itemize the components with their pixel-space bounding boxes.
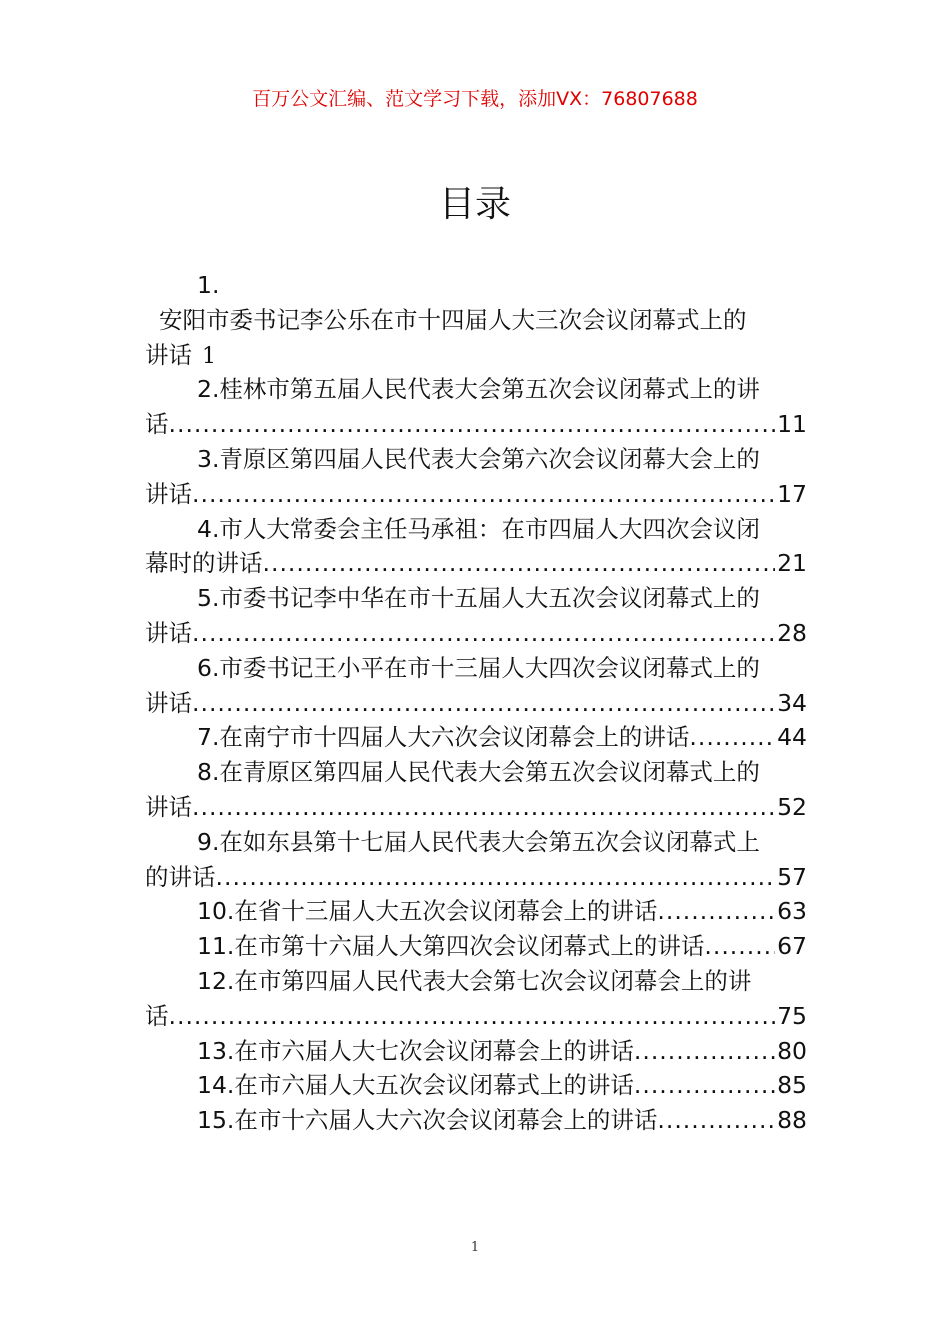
toc-page-number: 1 bbox=[202, 343, 216, 369]
toc-page-number: 11 bbox=[777, 410, 807, 439]
toc-leader-dots bbox=[634, 1034, 775, 1069]
toc-entry-continuation[interactable] bbox=[145, 999, 807, 1034]
toc-page-number: 80 bbox=[777, 1036, 807, 1065]
toc-entry-title[interactable] bbox=[145, 929, 807, 964]
toc-entry-continuation[interactable] bbox=[145, 338, 807, 373]
toc-page-number: 88 bbox=[777, 1106, 807, 1135]
toc-leader-dots bbox=[169, 407, 776, 442]
toc-entry-title-end: 的讲话 bbox=[145, 862, 216, 891]
toc-leader-dots bbox=[192, 616, 775, 651]
toc-page-number: 44 bbox=[777, 723, 807, 752]
page-title: 目录 bbox=[438, 184, 511, 225]
toc-entry-title-end: 话 bbox=[145, 410, 169, 439]
toc-page-number: 57 bbox=[777, 862, 807, 891]
toc-entry-title-end: 讲话 bbox=[145, 479, 192, 508]
toc-entry-continuation[interactable] bbox=[145, 477, 807, 512]
toc-page-number: 85 bbox=[777, 1071, 807, 1100]
toc-leader-dots bbox=[263, 546, 776, 581]
toc-entry-title-text: 7.在南宁市十四届人大六次会议闭幕会上的讲话 bbox=[197, 723, 690, 752]
toc-entry-title[interactable]: 8.在青原区第四届人民代表大会第五次会议闭幕式上的 bbox=[197, 758, 760, 787]
toc-leader-dots bbox=[216, 860, 776, 895]
toc-entry-continuation[interactable] bbox=[145, 686, 807, 721]
toc-leader-dots bbox=[689, 720, 775, 755]
toc-leader-dots bbox=[704, 929, 775, 964]
toc-entry-continuation[interactable] bbox=[145, 860, 807, 895]
toc-entry-title[interactable]: 4.市人大常委会主任马承祖：在市四届人大四次会议闭 bbox=[197, 514, 760, 543]
toc-leader-dots bbox=[192, 477, 775, 512]
toc-entry-title[interactable]: 12.在市第四届人民代表大会第七次会议闭幕会上的讲 bbox=[197, 966, 752, 995]
toc-entry-title[interactable]: 3.青原区第四届人民代表大会第六次会议闭幕大会上的 bbox=[197, 444, 760, 473]
toc-entry-title-text: 13.在市六届人大七次会议闭幕会上的讲话 bbox=[197, 1036, 634, 1065]
toc-entry-title-text: 14.在市六届人大五次会议闭幕式上的讲话 bbox=[197, 1071, 634, 1100]
toc-entry-title-end: 讲话 bbox=[145, 792, 192, 821]
toc-leader-dots bbox=[192, 790, 775, 825]
toc-leader-dots bbox=[169, 999, 776, 1034]
toc-entry-title-end: 幕时的讲话 bbox=[145, 549, 263, 578]
toc-page-number: 34 bbox=[777, 688, 807, 717]
toc-entry-title-text: 10.在省十三届人大五次会议闭幕会上的讲话 bbox=[197, 897, 658, 926]
toc-page-number: 63 bbox=[777, 897, 807, 926]
toc-entry-title[interactable]: 安阳市委书记李公乐在市十四届人大三次会议闭幕式上的 bbox=[159, 305, 747, 334]
toc-entry-continuation[interactable] bbox=[145, 546, 807, 581]
toc-entry-title-end: 讲话 bbox=[145, 340, 192, 369]
toc-page-number: 67 bbox=[777, 932, 807, 961]
toc-entry-title[interactable]: 5.市委书记李中华在市十五届人大五次会议闭幕式上的 bbox=[197, 584, 760, 613]
toc-entry-title[interactable] bbox=[145, 1034, 807, 1069]
toc-page-number: 52 bbox=[777, 792, 807, 821]
toc-entry-continuation[interactable] bbox=[145, 407, 807, 442]
toc-entry-title-end: 话 bbox=[145, 1001, 169, 1030]
toc-leader-dots bbox=[657, 894, 775, 929]
toc-entry-title[interactable] bbox=[145, 720, 807, 755]
page-number-footer: 1 bbox=[470, 1240, 480, 1255]
toc-entry-continuation[interactable] bbox=[145, 616, 807, 651]
toc-entry-title-end: 讲话 bbox=[145, 618, 192, 647]
toc-entry-number: 1. bbox=[197, 271, 220, 299]
toc-entry-continuation[interactable] bbox=[145, 790, 807, 825]
toc-entry-title-end: 讲话 bbox=[145, 688, 192, 717]
header-banner: 百万公文汇编、范文学习下载，添加VX：76807688 bbox=[252, 88, 698, 110]
toc-entry-title[interactable]: 6.市委书记王小平在市十三届人大四次会议闭幕式上的 bbox=[197, 653, 760, 682]
toc-page-number: 75 bbox=[777, 1001, 807, 1030]
toc-entry-title[interactable] bbox=[145, 1068, 807, 1103]
toc-leader-dots bbox=[634, 1068, 775, 1103]
toc-entry-title[interactable] bbox=[145, 1103, 807, 1138]
toc-page-number: 28 bbox=[777, 618, 807, 647]
toc-entry-title[interactable] bbox=[145, 894, 807, 929]
table-of-contents bbox=[145, 268, 807, 1138]
toc-entry-title[interactable]: 9.在如东县第十七届人民代表大会第五次会议闭幕式上 bbox=[197, 827, 760, 856]
toc-page-number: 21 bbox=[777, 549, 807, 578]
toc-entry-title-text: 15.在市十六届人大六次会议闭幕会上的讲话 bbox=[197, 1106, 658, 1135]
toc-leader-dots bbox=[192, 686, 775, 721]
toc-page-number: 17 bbox=[777, 479, 807, 508]
toc-leader-dots bbox=[657, 1103, 775, 1138]
toc-entry-title[interactable]: 2.桂林市第五届人民代表大会第五次会议闭幕式上的讲 bbox=[197, 375, 760, 404]
toc-entry-title-text: 11.在市第十六届人大第四次会议闭幕式上的讲话 bbox=[197, 932, 705, 961]
